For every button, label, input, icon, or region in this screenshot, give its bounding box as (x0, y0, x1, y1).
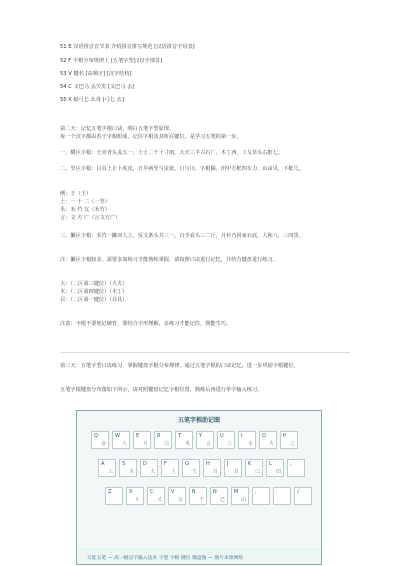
keyboard-key (175, 431, 193, 449)
key-letter: M (234, 489, 239, 495)
keyboard-key (154, 431, 172, 449)
keyboard-key (252, 487, 270, 505)
section-title: 第二天：记忆五笔字根口诀，明白五笔字型原理。 (60, 126, 175, 132)
paragraph: 五笔字根键盘分布图如下所示，请对照键盘记忆字根位置，熟练后再进行单字输入练习。 (60, 387, 263, 393)
keyboard-key (280, 431, 298, 449)
keyboard-key (217, 431, 235, 449)
keyboard-key (238, 431, 256, 449)
key-letter: V (171, 489, 175, 495)
keyboard-key (231, 487, 249, 505)
key-root: 土 (170, 469, 176, 475)
keyboard-grid (91, 431, 309, 541)
outline-number: 52 F (60, 58, 72, 64)
key-letter: , (255, 489, 257, 495)
section-title: 第三天：五笔字型口诀练习，掌握键盘字根分布规律，通过五笔字根的口诀记忆，进一步巩固字根键位。 (60, 363, 299, 369)
keyboard-key (273, 487, 291, 505)
example-line: 言：文 方 广（言文方广） (60, 215, 121, 221)
keyboard-key (126, 487, 144, 505)
key-letter: P (283, 433, 287, 439)
key-root: 之 (289, 441, 295, 447)
key-letter: T (178, 433, 182, 439)
key-root: 禾 (184, 441, 190, 447)
key-root: 目 (212, 469, 218, 475)
key-letter: ; (290, 461, 292, 467)
key-root: 王 (191, 469, 197, 475)
example-line: 例：王（王） (60, 191, 92, 197)
keyboard-key (112, 431, 130, 449)
key-letter: W (115, 433, 120, 439)
outline-text: 纸弓匕 幺母 [弓匕 幺] (73, 97, 124, 103)
paragraph: 三、撇区字根：禾竹一撇双人立，反文条头共三一，白手看头三二斤，月衫乃用家衣底，人和八，三四里。 (60, 233, 304, 239)
key-letter: K (248, 461, 252, 467)
outline-text: 键名 [高频字] [汉字结构] (73, 71, 132, 77)
keyboard-key (203, 459, 221, 477)
key-letter: Q (94, 433, 98, 439)
paragraph: 注意：字根不要死记硬背，要结合字形理解，多练习才能记住，熟能生巧。 (60, 321, 232, 327)
key-letter: E (136, 433, 140, 439)
key-letter: Z (108, 489, 112, 495)
keyboard-title: 五笔字根助记图 (177, 417, 220, 424)
outline-item (60, 71, 132, 78)
keyboard-key (119, 459, 137, 477)
key-letter: S (122, 461, 126, 467)
key-letter: F (164, 461, 167, 467)
key-letter: O (262, 433, 266, 439)
example-line: 木：（二区第四键位）（木丁） (60, 289, 128, 295)
outline-number: 53 V (60, 71, 72, 77)
key-root: 女 (177, 497, 183, 503)
key-letter: G (185, 461, 189, 467)
paragraph: 二、竖区字根：目具上止卜虎皮，日早两竖与虫依，口与川，字根稀，田甲方框四车力，山由贝，下框几。 (60, 166, 304, 172)
outline-number: 55 X (60, 97, 72, 103)
key-letter: U (220, 433, 224, 439)
outline-item (60, 44, 195, 51)
key-letter: D (143, 461, 147, 467)
paragraph: 一、横区字根：王旁青头戋五一，土士二干十寸雨，大犬三羊古石厂，木丁西，工戈草头右框七。 (60, 150, 284, 156)
key-letter: A (101, 461, 105, 467)
key-letter: N (213, 489, 217, 495)
key-letter: X (129, 489, 133, 495)
key-root: 已 (219, 497, 225, 503)
divider (60, 352, 350, 353)
example-line: 大：（二区第三键位）（大犬） (60, 281, 128, 287)
keyboard-key (91, 431, 109, 449)
outline-item (60, 84, 134, 91)
keyboard-key (161, 459, 179, 477)
keyboard-key (168, 487, 186, 505)
paragraph: 注：撇区字根较多，需要多加练习才能熟练掌握，请按照口诀进行记忆，并结合键盘进行练习。 (60, 257, 278, 263)
key-letter: Y (199, 433, 203, 439)
key-letter: J (227, 461, 229, 467)
key-root: 火 (268, 441, 274, 447)
key-root: 人 (121, 441, 127, 447)
key-root: 月 (142, 441, 148, 447)
key-letter: I (241, 433, 243, 439)
key-letter: / (297, 489, 299, 495)
key-root: 子 (198, 497, 204, 503)
key-root: 木 (128, 469, 134, 475)
key-root: 金 (100, 441, 106, 447)
key-letter: H (206, 461, 210, 467)
outline-item (60, 58, 162, 65)
keyboard-key (259, 431, 277, 449)
key-root: 白 (163, 441, 169, 447)
paragraph: 每一个汉字都由若干字根组成，记住字根及其所在键位，是学习五笔的第一步。 (60, 134, 242, 140)
keyboard-key (266, 459, 284, 477)
keyboard-key (224, 459, 242, 477)
keyboard-key (133, 431, 151, 449)
outline-item (60, 97, 124, 104)
outline-number: 54 C (60, 84, 72, 90)
key-letter: B (192, 489, 196, 495)
key-letter: C (150, 489, 154, 495)
keyboard-key (105, 487, 123, 505)
keyboard-key (189, 487, 207, 505)
key-root: 言 (205, 441, 211, 447)
key-root: 又 (156, 497, 162, 503)
key-letter: R (157, 433, 161, 439)
keyboard-key (210, 487, 228, 505)
keyboard-title-bar (77, 411, 321, 426)
key-root: 口 (254, 469, 260, 475)
key-letter: . (276, 489, 278, 495)
example-line: 禾：禾 竹 攵（禾竹） (60, 207, 110, 213)
outline-text: 又巴马 丢矢矣 [又巴马 丢] (73, 84, 135, 90)
key-root: 大 (149, 469, 155, 475)
keyboard-footer-text: 万能五笔 — 高一级汉字输入技术 字型 字根 键位 键盘图 — 图片来源网络 (87, 556, 244, 561)
keyboard-key (147, 487, 165, 505)
keyboard-key (196, 431, 214, 449)
key-root: 纟 (135, 497, 141, 503)
example-line: 土：一 十 二（一竖） (60, 199, 110, 205)
keyboard-figure (76, 410, 322, 565)
key-letter: L (269, 461, 272, 467)
outline-text: 字根分布规律上 [五笔字型] [汉字部首] (72, 58, 163, 64)
key-root: 田 (275, 469, 281, 475)
key-root: 山 (240, 497, 246, 503)
key-root: 立 (226, 441, 232, 447)
key-root: 日 (233, 469, 239, 475)
key-root: 工 (107, 469, 113, 475)
keyboard-key (98, 459, 116, 477)
example-line: 目：（二区第一键位）（目具） (60, 297, 128, 303)
keyboard-key (287, 459, 305, 477)
keyboard-footer (77, 549, 321, 564)
keyboard-key (140, 459, 158, 477)
outline-text: 汉语拼音音节表 介绍拼音拼写规范 [汉语拼音字母表] (73, 44, 195, 50)
outline-number: 51 E (60, 44, 72, 50)
keyboard-key (245, 459, 263, 477)
key-root: 水 (247, 441, 253, 447)
keyboard-key (294, 487, 312, 505)
keyboard-key (182, 459, 200, 477)
